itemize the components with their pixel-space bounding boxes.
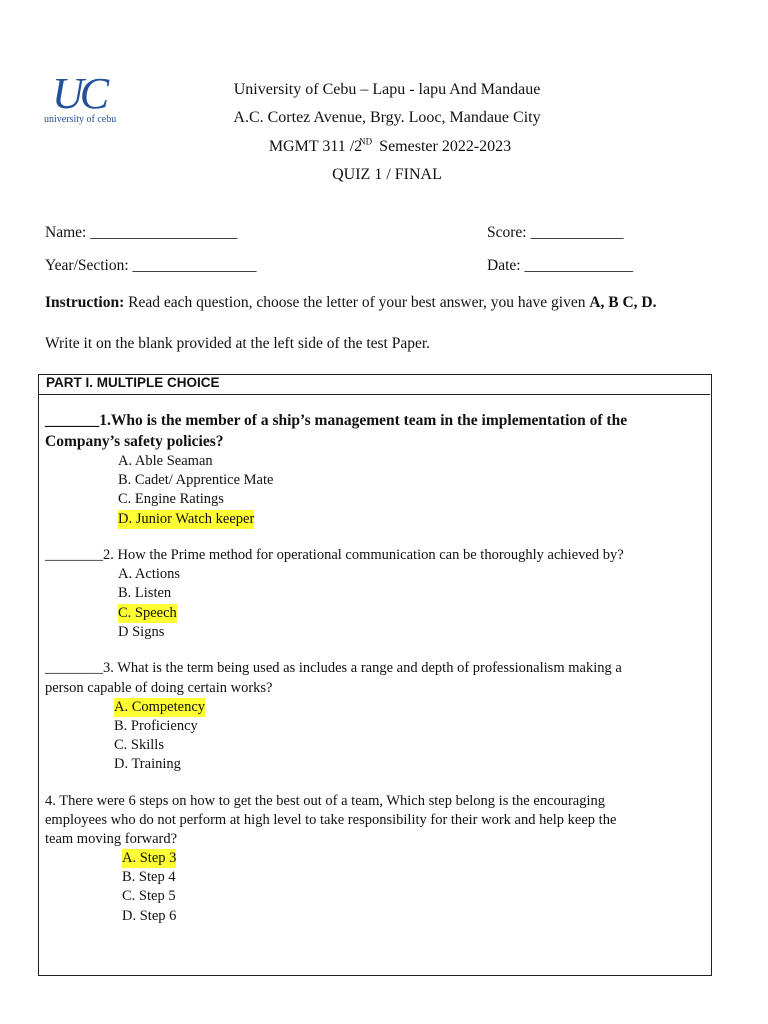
q3-option-d[interactable]: D. Training (114, 756, 181, 772)
header-quiz-title: QUIZ 1 / FINAL (332, 166, 442, 183)
q3-option-c[interactable]: C. Skills (114, 737, 164, 753)
q4-option-d[interactable]: D. Step 6 (122, 908, 177, 924)
score-field[interactable]: Score: ____________ (487, 224, 624, 241)
question-4-line2: employees who do not perform at high level to take responsibility for their work and help keep the (45, 812, 617, 828)
header-course-sup: ND (359, 137, 373, 147)
header-course: MGMT 311 /2ND Semester 2022-2023 (268, 137, 512, 156)
q4-option-c[interactable]: C. Step 5 (122, 888, 176, 904)
logo-subtitle: university of cebu (44, 114, 117, 125)
instruction-line2: Write it on the blank provided at the left side of the test Paper. (45, 335, 431, 352)
header-address: A.C. Cortez Avenue, Brgy. Looc, Mandaue City (233, 109, 541, 126)
question-4-line1: 4. There were 6 steps on how to get the best out of a team, Which step belong is the encouraging (45, 793, 605, 809)
q2-option-c-answer[interactable]: C. Speech (118, 605, 177, 621)
name-field[interactable]: Name: ___________________ (45, 224, 238, 241)
q2-option-b[interactable]: B. Listen (118, 585, 172, 601)
question-1-line1: _______1.Who is the member of a ship’s management team in the implementation of the (45, 412, 628, 429)
q2-option-a[interactable]: A. Actions (118, 566, 181, 582)
q1-option-a[interactable]: A. Able Seaman (118, 453, 213, 469)
year-section-field[interactable]: Year/Section: ________________ (45, 257, 257, 274)
q3-option-a-answer[interactable]: A. Competency (114, 699, 206, 715)
instruction-letters: A, B C, D. (589, 294, 657, 311)
q1-option-d-answer[interactable]: D. Junior Watch keeper (118, 511, 255, 527)
part-title: PART I. MULTIPLE CHOICE (46, 375, 220, 390)
question-4-line3: team moving forward? (45, 831, 178, 847)
instruction-text: Read each question, choose the letter of your best answer, you have given (124, 294, 590, 311)
instruction-label: Instruction: (45, 294, 125, 311)
q1-option-c[interactable]: C. Engine Ratings (118, 491, 224, 507)
q4-option-b[interactable]: B. Step 4 (122, 869, 176, 885)
q1-option-b[interactable]: B. Cadet/ Apprentice Mate (118, 472, 274, 488)
question-3-line1: ________3. What is the term being used as includes a range and depth of professionalism making a (45, 660, 622, 676)
header-university: University of Cebu – Lapu - lapu And Mandaue (233, 81, 541, 98)
q4-option-a-answer[interactable]: A. Step 3 (122, 850, 177, 866)
logo-mark: UC (52, 69, 106, 118)
q2-option-d[interactable]: D Signs (118, 624, 165, 640)
question-3-line2: person capable of doing certain works? (45, 680, 273, 696)
instruction (45, 293, 735, 313)
date-field[interactable]: Date: ______________ (487, 257, 633, 274)
q3-option-b[interactable]: B. Proficiency (114, 718, 198, 734)
question-2-line1: ________2. How the Prime method for operational communication can be thoroughly achieved by? (45, 547, 624, 563)
question-1-line2: Company’s safety policies? (45, 433, 224, 450)
